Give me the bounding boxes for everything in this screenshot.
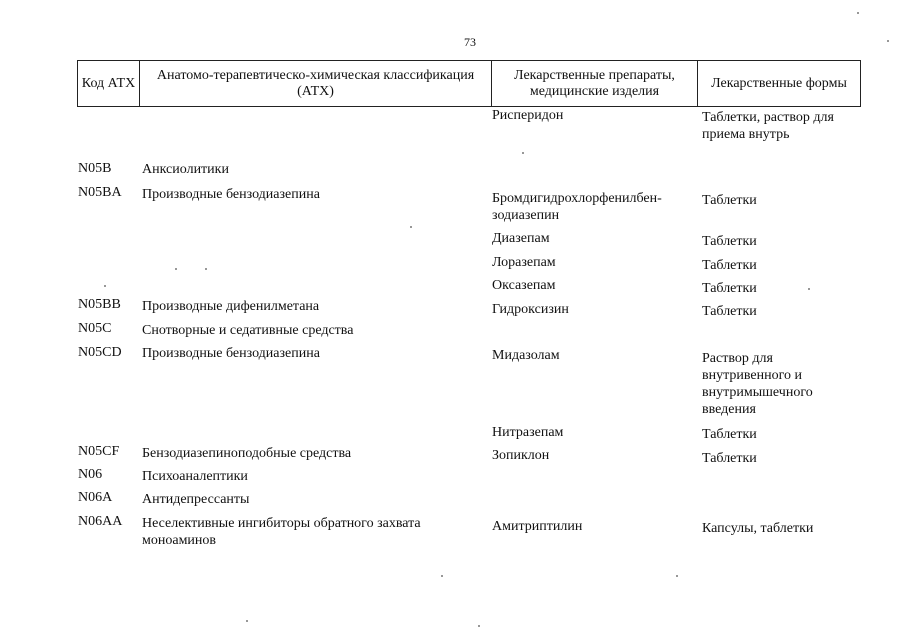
atc-code: N05B: [78, 161, 112, 176]
dosage-form: Таблетки: [702, 258, 757, 273]
dosage-form: Капсулы, таблетки: [702, 521, 814, 536]
drug-name: Гидроксизин: [492, 302, 569, 317]
scan-speck: [887, 40, 889, 42]
scan-speck: [808, 288, 810, 290]
atc-classification: Производные бензодиазепина: [142, 187, 320, 202]
scan-speck: [522, 152, 524, 154]
atc-code: N05BB: [78, 297, 121, 312]
drug-name: Рисперидон: [492, 108, 564, 123]
atc-classification: Производные дифенилметана: [142, 299, 320, 314]
scan-speck: [246, 620, 248, 622]
scan-speck: [410, 226, 412, 228]
atc-classification: Анксиолитики: [142, 162, 229, 177]
dosage-form: Таблетки: [702, 451, 757, 466]
drug-name: Зопиклон: [492, 448, 550, 463]
atc-classification: Антидепрессанты: [142, 492, 250, 507]
drug-name: Оксазепам: [492, 278, 556, 293]
drug-name: Амитриптилин: [492, 519, 583, 534]
dosage-form: Таблетки: [702, 304, 757, 319]
scan-speck: [175, 268, 177, 270]
atc-code: N06: [78, 467, 103, 482]
drug-name: Нитразепам: [492, 425, 564, 440]
dosage-form: Таблетки, раствор для приема внутрь: [702, 110, 834, 142]
atc-code: N05C: [78, 321, 112, 336]
header-classification: Анатомо-терапевтическо-химическая классификация (АТХ): [140, 61, 492, 106]
atc-classification: Снотворные и седативные средства: [142, 323, 354, 338]
page-number: 73: [464, 35, 476, 49]
scan-speck: [478, 625, 480, 627]
atc-classification: Бензодиазепиноподобные средства: [142, 446, 352, 461]
dosage-form: Таблетки: [702, 281, 757, 296]
atc-code: N06A: [78, 490, 113, 505]
dosage-form: Таблетки: [702, 193, 757, 208]
header-code: Код АТХ: [78, 61, 140, 106]
drug-name: Лоразепам: [492, 255, 556, 270]
atc-classification: Психоаналептики: [142, 469, 248, 484]
scan-speck: [441, 575, 443, 577]
atc-classification: Неселективные ингибиторы обратного захвата моноаминов: [142, 516, 421, 548]
table-header: [77, 60, 861, 107]
atc-code: N05CF: [78, 444, 120, 459]
header-drugs: Лекарственные препараты, медицинские изделия: [492, 61, 698, 106]
atc-code: N06AA: [78, 514, 123, 529]
scan-speck: [205, 268, 207, 270]
atc-code: N05BA: [78, 185, 122, 200]
dosage-form: Раствор для внутривенного и внутримышечного введения: [702, 351, 813, 417]
dosage-form: Таблетки: [702, 427, 757, 442]
atc-classification: Производные бензодиазепина: [142, 346, 320, 361]
scan-speck: [104, 285, 106, 287]
drug-name: Диазепам: [492, 231, 550, 246]
drug-name: Мидазолам: [492, 348, 560, 363]
header-forms: Лекарственные формы: [711, 75, 847, 91]
scan-speck: [676, 575, 678, 577]
drug-name: Бромдигидрохлорфенилбен-зодиазепин: [492, 191, 662, 223]
atc-code: N05CD: [78, 345, 122, 360]
scan-speck: [857, 12, 859, 14]
dosage-form: Таблетки: [702, 234, 757, 249]
